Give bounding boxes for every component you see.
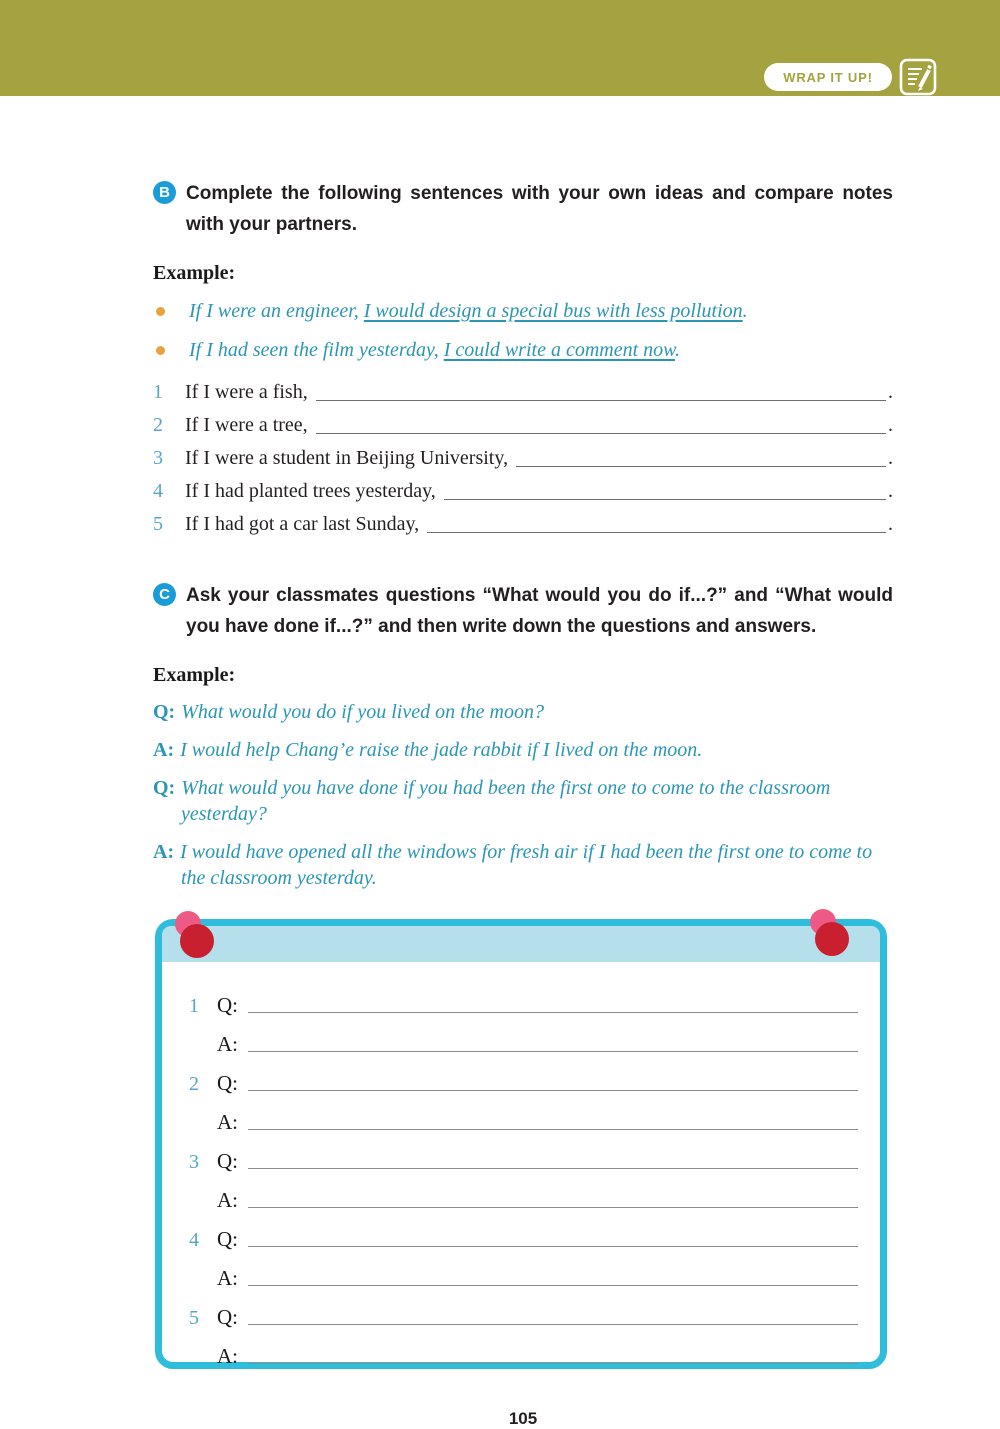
- example-bullet-2: [153, 337, 893, 363]
- a-label: A:: [153, 841, 175, 863]
- a-label: A:: [217, 1032, 238, 1056]
- answer-blank[interactable]: [316, 383, 886, 401]
- question-blank[interactable]: [248, 993, 858, 1013]
- section-c-header: [153, 580, 893, 642]
- qa-example-3: [153, 775, 893, 827]
- item-number: 1: [153, 381, 163, 403]
- question-blank[interactable]: [248, 1305, 858, 1325]
- qa-text: I would have opened all the windows for fresh air if I had been the first one to come to the classroom yesterday.: [180, 841, 873, 889]
- worksheet-a-row-1: [189, 1018, 858, 1057]
- fill-row-3: [153, 449, 893, 470]
- answer-blank[interactable]: [248, 1188, 858, 1208]
- section-b-header: [153, 178, 893, 240]
- worksheet-q-row-5: [189, 1291, 858, 1330]
- section-c-example-label: Example:: [153, 664, 236, 686]
- bullet-dot-icon: [156, 307, 165, 316]
- qa-text: What would you have done if you had been the first one to come to the classroom yesterday?: [181, 777, 831, 825]
- fill-in-list: [153, 383, 893, 536]
- answer-blank[interactable]: [248, 1032, 858, 1052]
- fill-row-2: [153, 416, 893, 437]
- question-blank[interactable]: [248, 1227, 858, 1247]
- wrap-it-up-badge-label: WRAP IT UP!: [783, 69, 873, 85]
- q-label: Q:: [153, 701, 176, 723]
- item-stem: If I had planted trees yesterday,: [185, 480, 436, 502]
- wrap-it-up-badge: [764, 63, 892, 91]
- worksheet-rows: [162, 962, 880, 1369]
- answer-blank[interactable]: [516, 449, 886, 467]
- a-label: A:: [217, 1110, 238, 1134]
- a-label: A:: [217, 1344, 238, 1368]
- section-b-example-label: Example:: [153, 262, 236, 284]
- row-number: 4: [189, 1229, 199, 1251]
- a-label: A:: [217, 1188, 238, 1212]
- item-number: 5: [153, 513, 163, 535]
- answer-blank[interactable]: [248, 1344, 858, 1364]
- fill-row-1: [153, 383, 893, 404]
- question-blank[interactable]: [248, 1149, 858, 1169]
- question-blank[interactable]: [248, 1071, 858, 1091]
- sentence-period: .: [888, 381, 893, 403]
- item-number: 3: [153, 447, 163, 469]
- answer-blank[interactable]: [316, 416, 886, 434]
- q-label: Q:: [217, 1227, 238, 1251]
- push-pin-icon: [810, 909, 854, 959]
- underlined-clause: I would design a special bus with less pollution: [363, 300, 743, 322]
- sentence-period: .: [888, 414, 893, 436]
- example-sentence: If I were an engineer, I would design a special bus with less pollution.: [189, 300, 748, 322]
- worksheet-box-header: [162, 926, 880, 962]
- item-stem: If I were a student in Beijing University,: [185, 447, 509, 469]
- answer-blank[interactable]: [248, 1110, 858, 1130]
- qa-text: What would you do if you lived on the moon?: [181, 701, 544, 723]
- underlined-clause: I could write a comment now: [443, 339, 676, 361]
- top-band: [0, 0, 1000, 96]
- q-label: Q:: [217, 1071, 238, 1095]
- qa-example-1: [153, 699, 893, 725]
- q-label: Q:: [217, 1305, 238, 1329]
- worksheet-box: [155, 919, 887, 1369]
- worksheet-a-row-5: [189, 1330, 858, 1369]
- answer-blank[interactable]: [444, 482, 886, 500]
- item-stem: If I had got a car last Sunday,: [185, 513, 420, 535]
- answer-blank[interactable]: [248, 1266, 858, 1286]
- fill-row-5: [153, 515, 893, 536]
- sentence-period: .: [888, 480, 893, 502]
- example-sentence: If I had seen the film yesterday, I could write a comment now.: [189, 339, 681, 361]
- row-number: 5: [189, 1307, 199, 1329]
- worksheet-a-row-4: [189, 1252, 858, 1291]
- page-content: [0, 178, 1000, 1429]
- section-b-title: Complete the following sentences with your own ideas and compare notes with your partners.: [186, 183, 893, 235]
- section-c-badge: C: [153, 583, 176, 606]
- row-number: 2: [189, 1073, 199, 1095]
- fill-row-4: [153, 482, 893, 503]
- note-pencil-icon: [898, 57, 938, 97]
- worksheet-q-row-2: [189, 1057, 858, 1096]
- item-number: 2: [153, 414, 163, 436]
- worksheet-a-row-2: [189, 1096, 858, 1135]
- worksheet-q-row-3: [189, 1135, 858, 1174]
- section-b-badge: B: [153, 181, 176, 204]
- q-label: Q:: [217, 993, 238, 1017]
- sentence-period: .: [888, 513, 893, 535]
- row-number: 1: [189, 995, 199, 1017]
- q-label: Q:: [153, 777, 176, 799]
- sentence-period: .: [888, 447, 893, 469]
- qa-text: I would help Chang’e raise the jade rabbit if I lived on the moon.: [180, 739, 703, 761]
- item-stem: If I were a fish,: [185, 381, 308, 403]
- worksheet-q-row-1: [189, 979, 858, 1018]
- bullet-dot-icon: [156, 346, 165, 355]
- q-label: Q:: [217, 1149, 238, 1173]
- example-bullet-1: [153, 298, 893, 324]
- a-label: A:: [153, 739, 175, 761]
- worksheet-q-row-4: [189, 1213, 858, 1252]
- answer-blank[interactable]: [427, 515, 886, 533]
- qa-example-2: [153, 737, 893, 763]
- item-stem: If I were a tree,: [185, 414, 308, 436]
- section-c-title: Ask your classmates questions “What would you do if...?” and “What would you have done if...?” and then write down the questions and answers.: [186, 585, 893, 637]
- qa-example-4: [153, 839, 893, 891]
- push-pin-icon: [175, 911, 219, 961]
- page-number: 105: [508, 1409, 538, 1428]
- item-number: 4: [153, 480, 163, 502]
- worksheet-a-row-3: [189, 1174, 858, 1213]
- a-label: A:: [217, 1266, 238, 1290]
- row-number: 3: [189, 1151, 199, 1173]
